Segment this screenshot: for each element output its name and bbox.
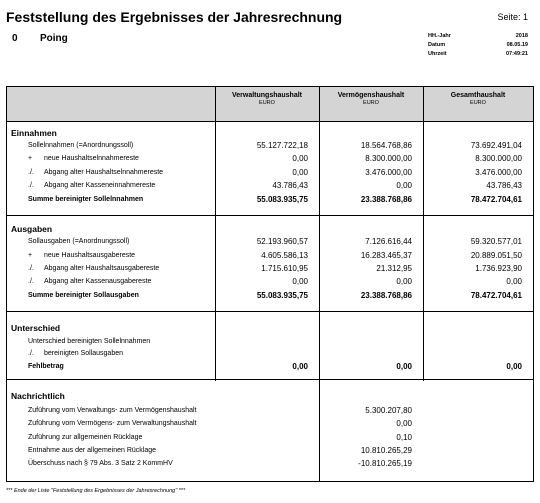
row-label: Sollausgaben (=Anordnungssoll) [28, 238, 130, 245]
rule [6, 379, 534, 380]
row-label: Abgang alter Kassenausgabereste [44, 278, 152, 285]
value-cell: 0,00 [506, 277, 522, 286]
memo-label: Überschuss nach § 79 Abs. 3 Satz 2 KommHV [28, 460, 173, 467]
value-cell: 8.300.000,00 [475, 154, 522, 163]
fehlbetrag-label: Fehlbetrag [28, 363, 64, 370]
rule [6, 215, 534, 216]
value-cell: 0,00 [396, 277, 412, 286]
value-cell: 20.889.051,50 [470, 251, 522, 260]
value-cell: 4.605.586,13 [261, 251, 308, 260]
memo-label: Zuführung zur allgemeinen Rücklage [28, 434, 143, 441]
total-cell: 55.083.935,75 [256, 291, 308, 300]
value-cell: 7.126.616,44 [365, 237, 412, 246]
unterschied-line-2: bereinigten Sollausgaben [44, 350, 124, 357]
meta-time: Uhrzeit 07:49:21 [428, 51, 528, 57]
row-prefix: ./. [28, 265, 34, 272]
value-cell: 8.300.000,00 [365, 154, 412, 163]
memo-value: 0,10 [396, 433, 412, 442]
rule [319, 86, 320, 482]
memo-label: Zuführung vom Verwaltungs- zum Vermögenshaushalt [28, 407, 197, 414]
row-prefix: + [28, 252, 33, 259]
rule [215, 86, 216, 381]
entity-number: 0 [12, 33, 18, 44]
value-cell: 0,00 [292, 168, 308, 177]
fehlbetrag-cell: 0,00 [292, 362, 308, 371]
total-cell: 23.388.768,86 [360, 195, 412, 204]
col-header-verwaltung: Verwaltungshaushalt EURO [231, 92, 303, 106]
value-cell: 52.193.960,57 [256, 237, 308, 246]
total-cell: 78.472.704,61 [470, 195, 522, 204]
row-label: neue Haushaltsausgabereste [44, 252, 136, 259]
rule [6, 86, 534, 87]
report-title: Feststellung des Ergebnisses der Jahresrechnung [6, 9, 343, 25]
section-heading-einnahmen: Einnahmen [11, 128, 57, 138]
value-cell: 18.564.768,86 [360, 141, 412, 150]
value-cell: 43.786,43 [272, 181, 308, 190]
row-prefix: ./. [28, 278, 34, 285]
row-prefix: ./. [28, 182, 34, 189]
value-cell: 73.692.491,04 [470, 141, 522, 150]
rule [6, 86, 7, 482]
page-indicator [497, 12, 528, 22]
value-cell: 0,00 [396, 181, 412, 190]
total-cell: 23.388.768,86 [360, 291, 412, 300]
total-cell: 55.083.935,75 [256, 195, 308, 204]
fehlbetrag-cell: 0,00 [396, 362, 412, 371]
memo-label: Zuführung vom Vermögens- zum Verwaltungshaushalt [28, 420, 197, 427]
col-header-gesamt: Gesamthaushalt EURO [450, 92, 506, 106]
rule [423, 86, 424, 381]
value-cell: 21.312,95 [376, 264, 412, 273]
row-prefix: + [28, 155, 33, 162]
memo-value: 10.810.265,29 [360, 446, 412, 455]
section-heading-ausgaben: Ausgaben [11, 224, 53, 234]
memo-value: 0,00 [396, 419, 412, 428]
total-cell: 78.472.704,61 [470, 291, 522, 300]
memo-value: 5.300.207,80 [365, 406, 412, 415]
ausgaben-total-label: Summe bereinigter Sollausgaben [28, 292, 139, 299]
page-number: 1 [522, 12, 528, 22]
col-header-vermoegen: Vermögenshaushalt EURO [337, 92, 405, 106]
value-cell: 1.736.923,90 [475, 264, 522, 273]
report-meta [428, 32, 528, 59]
value-cell: 1.715.610,95 [261, 264, 308, 273]
einnahmen-total-label: Summe bereinigter Sollelnnahmen [28, 196, 144, 203]
meta-date: Datum 08.05.19 [428, 42, 528, 48]
value-cell: 59.320.577,01 [470, 237, 522, 246]
row-label: neue Haushaltselnnahmereste [44, 155, 139, 162]
rule [533, 86, 534, 482]
value-cell: 0,00 [292, 154, 308, 163]
section-heading-nachrichtlich: Nachrichtlich [11, 391, 65, 401]
entity-name: Poing [40, 33, 68, 44]
entity-line [12, 33, 68, 44]
row-label: Abgang alter Haushaltselnnahmereste [44, 169, 164, 176]
row-prefix: ./. [28, 350, 34, 357]
row-label: Sollelnnahmen (=Anordnungssoll) [28, 142, 134, 149]
meta-year: HH.-Jahr 2018 [428, 33, 528, 39]
end-of-list-note: *** Ende der Liste "Feststellung des Ergebnisses der Jahresrechnung" *** [6, 488, 186, 494]
row-label: Abgang alter Haushaltsausgabereste [44, 265, 160, 272]
fehlbetrag-cell: 0,00 [506, 362, 522, 371]
page-label: Seite: [497, 12, 521, 22]
unterschied-line-1: Unterschied bereinigten Sollelnnahmen [28, 338, 151, 345]
memo-value: -10.810.265,19 [358, 459, 412, 468]
row-prefix: ./. [28, 169, 34, 176]
value-cell: 55.127.722,18 [256, 141, 308, 150]
rule [6, 311, 534, 312]
section-heading-unterschied: Unterschied [11, 323, 61, 333]
value-cell: 43.786,43 [486, 181, 522, 190]
rule [6, 481, 534, 482]
row-label: Abgang alter Kasseneinnahmereste [44, 182, 156, 189]
rule [6, 121, 534, 122]
value-cell: 0,00 [292, 277, 308, 286]
value-cell: 3.476.000,00 [365, 168, 412, 177]
memo-label: Entnahme aus der allgemeinen Rücklage [28, 447, 157, 454]
value-cell: 3.476.000,00 [475, 168, 522, 177]
result-table [6, 86, 534, 482]
value-cell: 16.283.465,37 [360, 251, 412, 260]
